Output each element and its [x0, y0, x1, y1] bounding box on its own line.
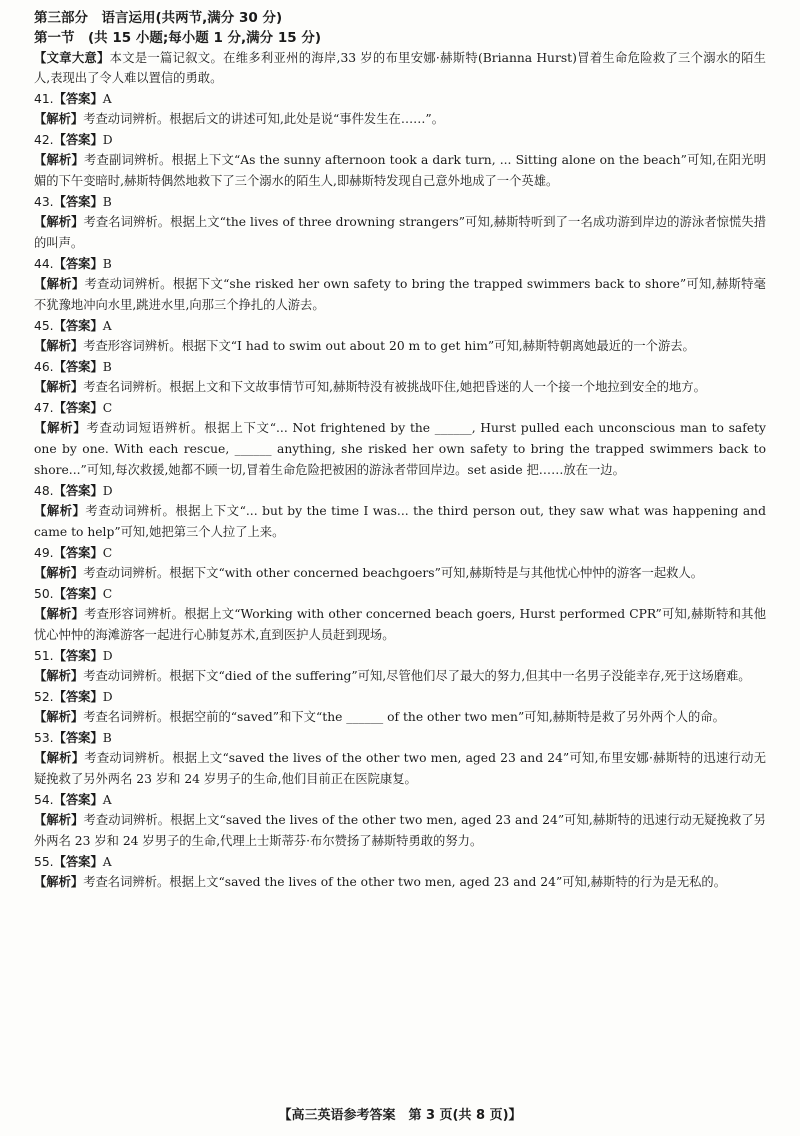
answer-tag: 【答案】 [53, 855, 103, 869]
answer-tag: 【答案】 [53, 793, 103, 807]
answer-item [34, 316, 766, 357]
answer-item [34, 89, 766, 130]
part-heading: 第三部分 语言运用(共两节,满分 30 分) [34, 10, 283, 26]
question-number: 41. [34, 92, 54, 106]
explanation-tag: 【解析】 [34, 277, 85, 291]
explanation-text: 考查动词辨析。根据上文“saved the lives of the other two men, aged 23 and 24”可知,赫斯特的迅速行动无疑挽救了另外两名 23 岁和 24 岁男子的生命,代理上士斯蒂芬·布尔赞扬了赫斯特勇敢的努力。 [34, 813, 766, 848]
question-number: 54. [34, 793, 54, 807]
explanation-text: 考查形容词辨析。根据下文“I had to swim out about 20 m to get him”可知,赫斯特朝离她最近的一个游去。 [83, 339, 695, 353]
explanation [34, 274, 766, 316]
answer-tag: 【答案】 [53, 360, 103, 374]
answer-item [34, 646, 766, 687]
question-number: 42. [34, 133, 54, 147]
answer-tag: 【答案】 [53, 92, 103, 106]
answer-letter: A [102, 793, 112, 807]
explanation-tag: 【解析】 [34, 875, 84, 889]
explanation-text: 考查名词辨析。根据上文“saved the lives of the other two men, aged 23 and 24”可知,赫斯特的行为是无私的。 [83, 875, 727, 889]
explanation-text: 考查名词辨析。根据空前的“saved”和下文“the ______ of the other two men”可知,赫斯特是救了另外两个人的命。 [83, 710, 725, 724]
answer-item [34, 790, 766, 852]
answer-item [34, 584, 766, 646]
explanation [34, 707, 766, 728]
answer-line [34, 481, 766, 501]
answer-item [34, 852, 766, 893]
article-summary [34, 48, 766, 88]
answer-letter: A [102, 319, 112, 333]
explanation-text: 考查副词辨析。根据上下文“As the sunny afternoon took a dark turn, ... Sitting alone on the beach”可知,在阳光明媚的下午变暗时,赫斯特偶然地救下了三个溺水的陌生人,即赫斯特发现自己意外地成了一个英雄。 [34, 153, 766, 188]
explanation-tag: 【解析】 [34, 813, 84, 827]
answer-line [34, 254, 766, 274]
answer-line [34, 584, 766, 604]
answer-letter: C [102, 401, 113, 415]
explanation-tag: 【解析】 [34, 215, 84, 229]
answer-line [34, 543, 766, 563]
explanation [34, 501, 766, 543]
answer-line [34, 192, 766, 212]
explanation-tag: 【解析】 [34, 153, 84, 167]
answer-item [34, 357, 766, 398]
answer-line [34, 646, 766, 666]
explanation-text: 考查形容词辨析。根据上文“Working with other concerned beach goers, Hurst performed CPR”可知,赫斯特和其他忧心忡忡的海滩游客一起进行心肺复苏术,直到医护人员赶到现场。 [34, 607, 766, 642]
question-number: 43. [34, 195, 54, 209]
explanation [34, 563, 766, 584]
summary-text: 本文是一篇记叙文。在维多利亚州的海岸,33 岁的布里安娜·赫斯特(Brianna Hurst)冒着生命危险救了三个溺水的陌生人,表现出了令人难以置信的勇敢。 [34, 51, 766, 85]
explanation [34, 810, 766, 852]
explanation-text: 考查动词辨析。根据上下文“... but by the time I was... the third person out, they saw what was happening and came to help”可知,她把第三个人拉了上来。 [34, 504, 766, 539]
explanation-tag: 【解析】 [34, 421, 87, 435]
question-number: 47. [34, 401, 54, 415]
answer-item [34, 481, 766, 543]
explanation [34, 336, 766, 357]
explanation [34, 212, 766, 254]
answer-line [34, 130, 766, 150]
answer-tag: 【答案】 [53, 195, 103, 209]
answer-letter: B [102, 257, 112, 271]
answer-letter: C [102, 546, 113, 560]
explanation-tag: 【解析】 [34, 566, 84, 580]
answer-item [34, 130, 766, 192]
answer-line [34, 687, 766, 707]
explanation [34, 150, 766, 192]
answer-letter: C [102, 587, 113, 601]
explanation [34, 604, 766, 646]
question-number: 52. [34, 690, 54, 704]
question-number: 46. [34, 360, 54, 374]
answer-letter: D [102, 484, 113, 498]
explanation-text: 考查动词辨析。根据下文“died of the suffering”可知,尽管他们尽了最大的努力,但其中一名男子没能幸存,死于这场磨难。 [83, 669, 751, 683]
answer-list [34, 89, 766, 893]
explanation-tag: 【解析】 [34, 339, 84, 353]
question-number: 45. [34, 319, 54, 333]
question-number: 51. [34, 649, 54, 663]
answer-item [34, 192, 766, 254]
explanation [34, 666, 766, 687]
answer-letter: D [102, 649, 113, 663]
question-number: 55. [34, 855, 54, 869]
answer-line [34, 728, 766, 748]
answer-item [34, 398, 766, 481]
answer-item [34, 728, 766, 790]
answer-tag: 【答案】 [53, 649, 103, 663]
explanation-text: 考查动词辨析。根据上文“saved the lives of the other two men, aged 23 and 24”可知,布里安娜·赫斯特的迅速行动无疑挽救了另外两名 23 岁和 24 岁男子的生命,他们目前正在医院康复。 [34, 751, 766, 786]
answer-letter: B [102, 360, 112, 374]
explanation-tag: 【解析】 [34, 751, 85, 765]
answer-letter: D [102, 690, 113, 704]
answer-letter: A [102, 92, 112, 106]
answer-item [34, 687, 766, 728]
explanation-tag: 【解析】 [34, 112, 84, 126]
explanation-text: 考查动词辨析。根据后文的讲述可知,此处是说“事件发生在……”。 [83, 112, 444, 126]
answer-line [34, 398, 766, 418]
answer-tag: 【答案】 [53, 401, 103, 415]
answer-line [34, 790, 766, 810]
explanation [34, 377, 766, 398]
answer-tag: 【答案】 [53, 546, 103, 560]
answer-tag: 【答案】 [53, 133, 103, 147]
answer-tag: 【答案】 [53, 731, 103, 745]
section-heading: 第一节 (共 15 小题;每小题 1 分,满分 15 分) [34, 30, 322, 46]
explanation-tag: 【解析】 [34, 669, 84, 683]
explanation [34, 872, 766, 893]
page-footer: 【高三英语参考答案 第 3 页(共 8 页)】 [278, 1108, 522, 1123]
question-number: 48. [34, 484, 54, 498]
explanation-tag: 【解析】 [34, 710, 84, 724]
explanation [34, 418, 766, 481]
answer-tag: 【答案】 [53, 319, 103, 333]
answer-tag: 【答案】 [53, 484, 103, 498]
explanation-text: 考查动词短语辨析。根据上下文“... Not frightened by the ______, Hurst pulled each unconscious man to safety one by one. With each rescue, ______ anything, she risked her own safety to bring the trapped swimmers back to shore...”可知,每次救援,她都不顾一切,冒着生命危险把被困的游泳者带回岸边。set aside 把……放在一边。 [34, 421, 766, 477]
answer-letter: B [102, 195, 112, 209]
question-number: 49. [34, 546, 54, 560]
explanation-text: 考查名词辨析。根据上文“the lives of three drowning strangers”可知,赫斯特听到了一名成功游到岸边的游泳者惊慌失措的叫声。 [34, 215, 766, 250]
answer-item [34, 254, 766, 316]
answer-line [34, 852, 766, 872]
answer-line [34, 89, 766, 109]
question-number: 53. [34, 731, 54, 745]
question-number: 44. [34, 257, 54, 271]
explanation-text: 考查名词辨析。根据上文和下文故事情节可知,赫斯特没有被挑战吓住,她把昏迷的人一个接一个地拉到安全的地方。 [83, 380, 706, 394]
explanation-tag: 【解析】 [34, 380, 84, 394]
answer-line [34, 357, 766, 377]
explanation [34, 109, 766, 130]
explanation-text: 考查动词辨析。根据下文“with other concerned beachgoers”可知,赫斯特是与其他忧心忡忡的游客一起救人。 [83, 566, 704, 580]
answer-item [34, 543, 766, 584]
explanation-tag: 【解析】 [34, 607, 85, 621]
summary-tag: 【文章大意】 [34, 51, 110, 65]
answer-letter: A [102, 855, 112, 869]
question-number: 50. [34, 587, 54, 601]
answer-letter: B [102, 731, 112, 745]
answer-tag: 【答案】 [53, 257, 103, 271]
explanation [34, 748, 766, 790]
answer-tag: 【答案】 [53, 587, 103, 601]
explanation-text: 考查动词辨析。根据下文“she risked her own safety to bring the trapped swimmers back to shore”可知,赫斯特毫不犹豫地冲向水里,跳进水里,向那三个挣扎的人游去。 [34, 277, 766, 312]
explanation-tag: 【解析】 [34, 504, 86, 518]
answer-line [34, 316, 766, 336]
answer-tag: 【答案】 [53, 690, 103, 704]
answer-letter: D [102, 133, 113, 147]
